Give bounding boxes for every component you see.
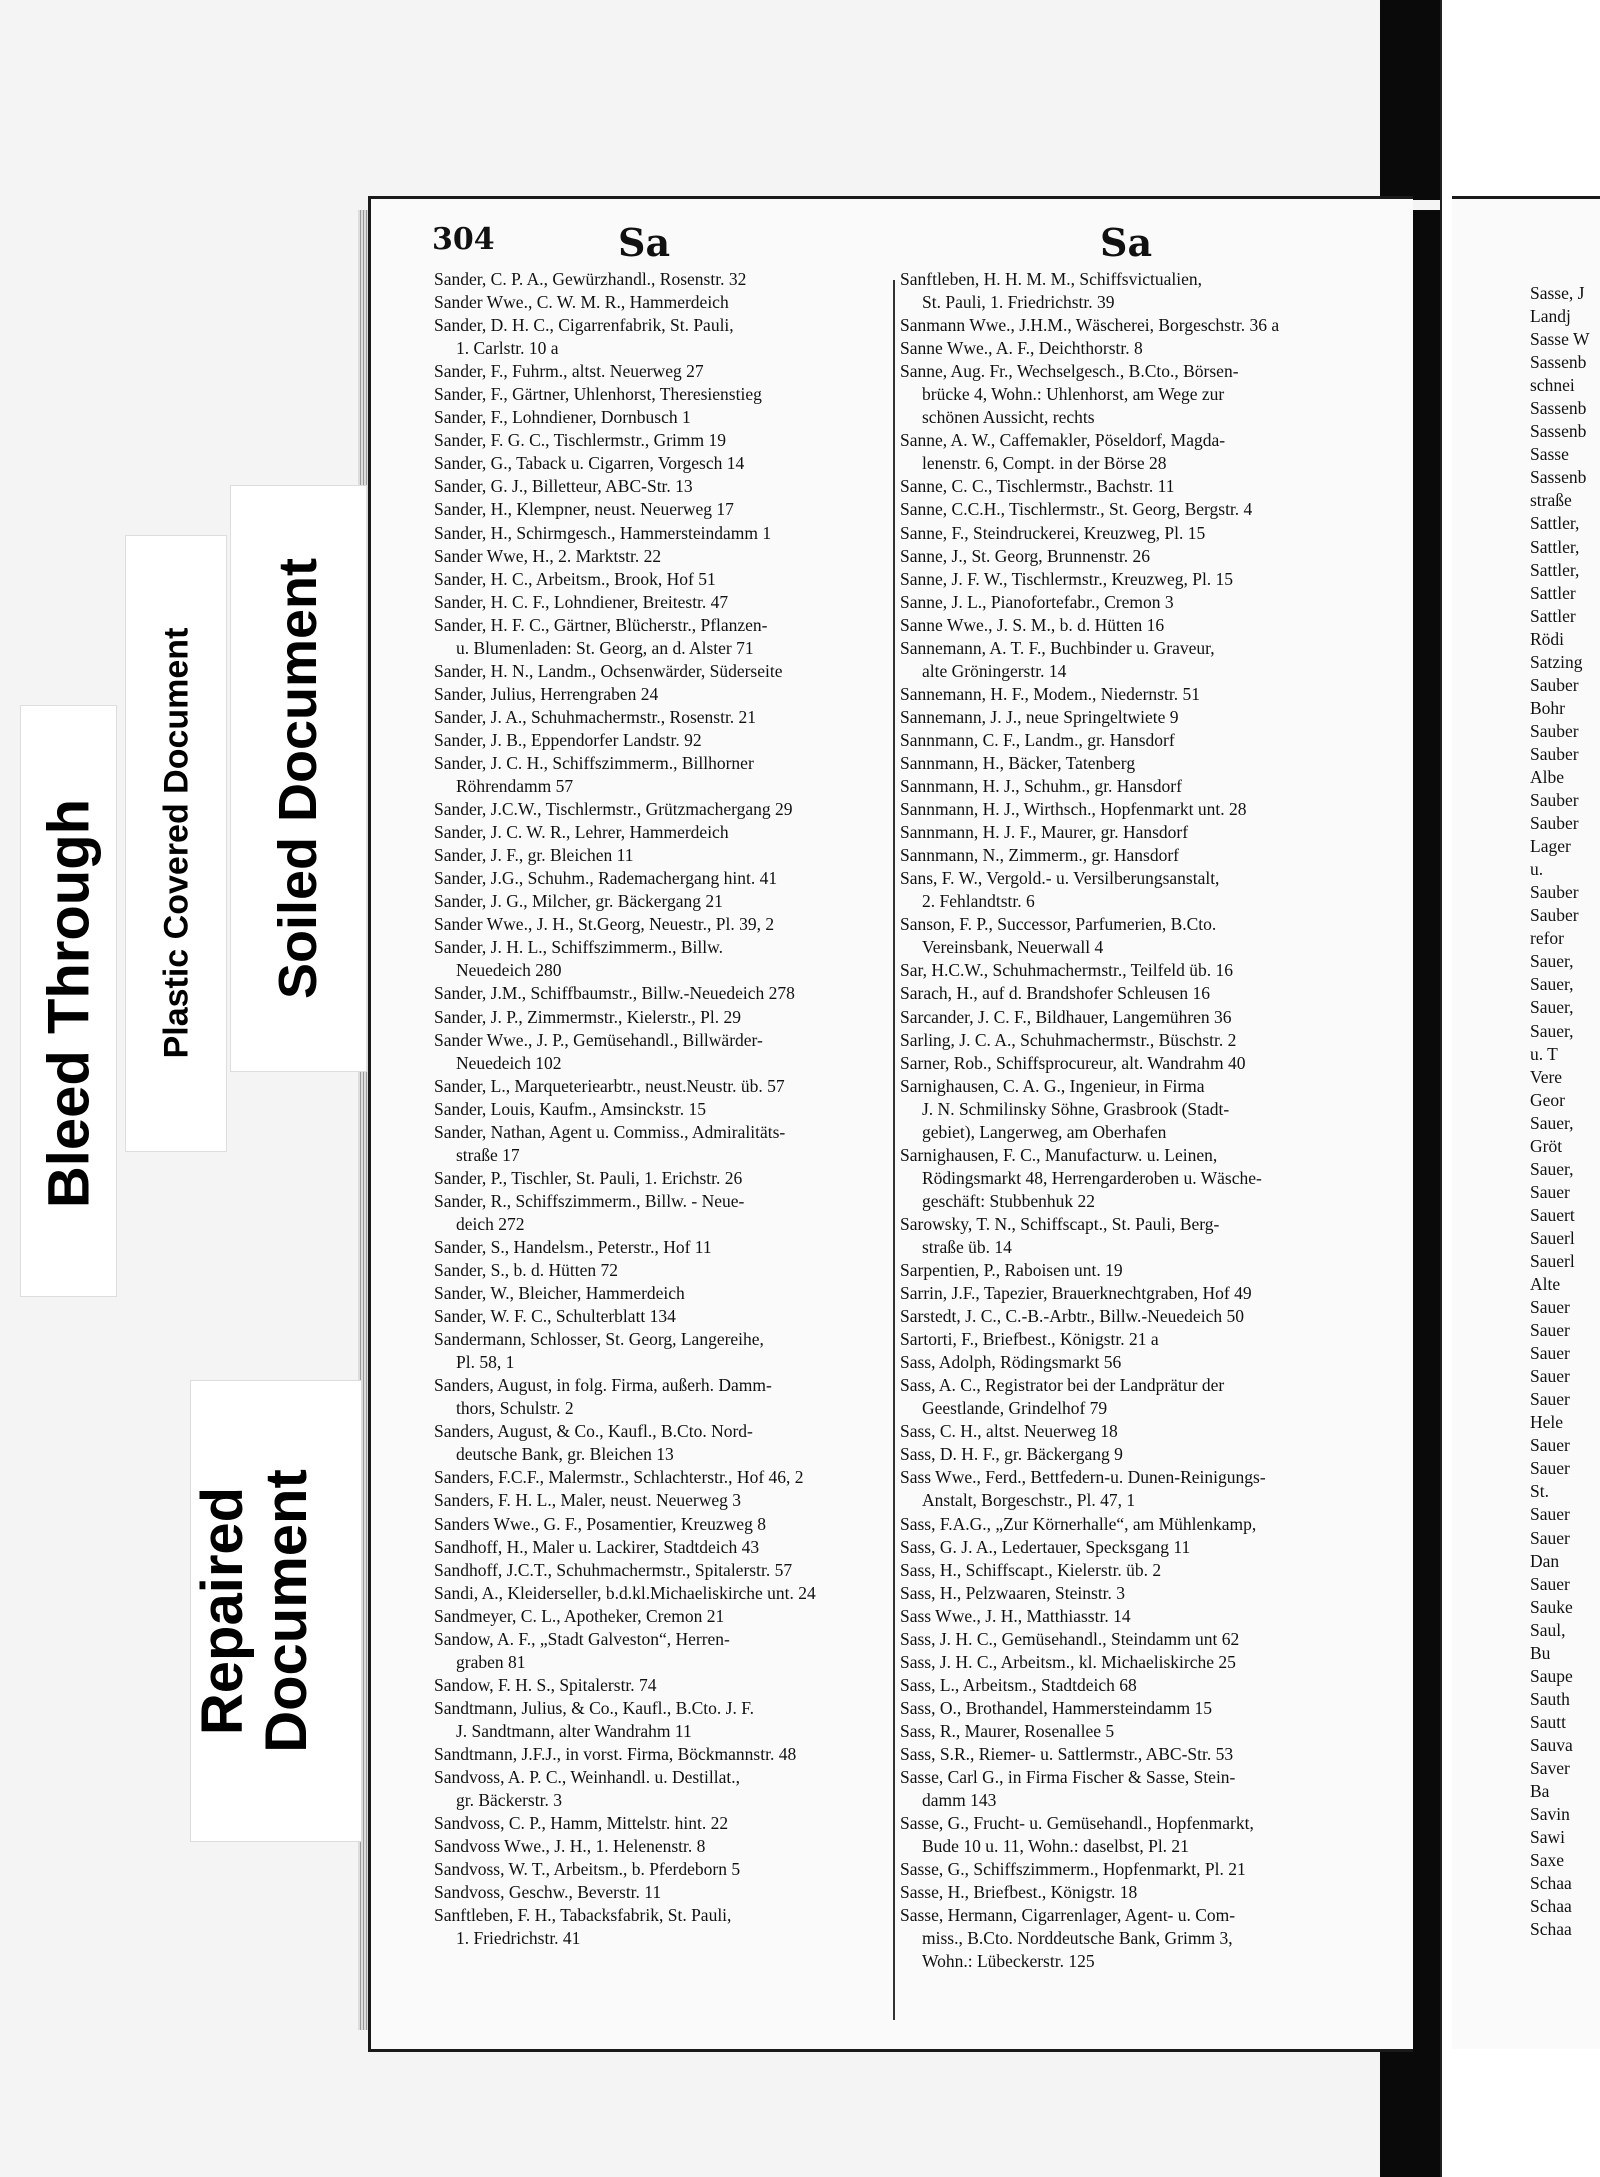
directory-entry-line: Sarling, J. C. A., Schuhmachermstr., Büschstr. 2: [900, 1029, 1237, 1050]
fragment-entry-line: straße: [1530, 490, 1572, 511]
directory-entry-line: Sass, R., Maurer, Rosenallee 5: [900, 1720, 1115, 1741]
directory-entry-line: Sasse, Carl G., in Firma Fischer & Sasse, Stein-: [900, 1767, 1236, 1788]
fragment-entry-line: Saupe: [1530, 1665, 1573, 1686]
directory-entry-line: Sass, H., Schiffscapt., Kielerstr. üb. 2: [900, 1559, 1162, 1580]
fragment-entry-line: St.: [1530, 1481, 1549, 1502]
directory-entry-line: Sander, H. N., Landm., Ochsenwärder, Süderseite: [434, 660, 783, 681]
fragment-entry-line: Ba: [1530, 1781, 1550, 1802]
fragment-entry-line: Sauer: [1530, 1343, 1570, 1364]
bleed-through-label-box: [20, 705, 117, 1297]
fragment-entry-line: Sawi: [1530, 1827, 1565, 1848]
fragment-entry-line: Schaa: [1530, 1919, 1572, 1940]
directory-entry-line: Sanne, C. C., Tischlermstr., Bachstr. 11: [900, 476, 1175, 497]
directory-entry-line: Sander, D. H. C., Cigarrenfabrik, St. Pauli,: [434, 315, 734, 336]
fragment-entry-line: Sauer,: [1530, 1158, 1574, 1179]
directory-entry-line: Sass, S.R., Riemer- u. Sattlermstr., ABC-Str. 53: [900, 1744, 1234, 1764]
directory-entry-line: Sannemann, H. F., Modem., Niedernstr. 51: [900, 683, 1200, 704]
fragment-entry-line: Sautt: [1530, 1711, 1566, 1732]
directory-entry-line: Sanders, August, in folg. Firma, außerh. Damm-: [434, 1375, 772, 1396]
directory-entry-line: damm 143: [922, 1790, 997, 1811]
directory-entry-line: Sander, C. P. A., Gewürzhandl., Rosenstr. 32: [434, 269, 747, 289]
directory-entry-line: Sanne Wwe., J. S. M., b. d. Hütten 16: [900, 614, 1165, 635]
directory-entry-line: Sasse, G., Schiffszimmerm., Hopfenmarkt, Pl. 21: [900, 1859, 1246, 1880]
directory-entry-line: Sander, P., Tischler, St. Pauli, 1. Erichstr. 26: [434, 1167, 743, 1188]
fragment-entry-line: Sauber: [1530, 882, 1579, 903]
fragment-entry-line: Vere: [1530, 1066, 1563, 1087]
directory-entry-line: Sass, O., Brothandel, Hammersteindamm 15: [900, 1697, 1213, 1718]
directory-entry-line: Sartorti, F., Briefbest., Königstr. 21 a: [900, 1329, 1159, 1350]
directory-entry-line: Sandvoss, W. T., Arbeitsm., b. Pferdeborn 5: [434, 1859, 741, 1880]
directory-entry-line: J. Sandtmann, alter Wandrahm 11: [456, 1720, 692, 1741]
fragment-entry-line: Sauber: [1530, 905, 1579, 926]
directory-entry-line: Sarstedt, J. C., C.-B.-Arbtr., Billw.-Neuedeich 50: [900, 1306, 1244, 1327]
fragment-entry-line: Sattler,: [1530, 536, 1580, 557]
directory-entry-line: Sanftleben, H. H. M. M., Schiffsvictualien,: [900, 269, 1202, 289]
fragment-entry-line: Bu: [1530, 1642, 1551, 1663]
directory-entry-line: gebiet), Langerweg, am Oberhafen: [922, 1121, 1167, 1142]
directory-entry-line: Sanders, August, & Co., Kaufl., B.Cto. Nord-: [434, 1421, 753, 1442]
left-column-heading: Sa: [618, 220, 671, 265]
directory-entry-line: Sander, S., Handelsm., Peterstr., Hof 11: [434, 1236, 712, 1257]
directory-entry-line: Geestlande, Grindelhof 79: [922, 1398, 1108, 1419]
directory-entry-line: Sanne, J. F. W., Tischlermstr., Kreuzweg, Pl. 15: [900, 568, 1234, 589]
page-number: 304: [432, 222, 495, 257]
directory-entry-line: J. N. Schmilinsky Söhne, Grasbrook (Stadt-: [922, 1098, 1230, 1119]
fragment-entry-line: Rödi: [1530, 628, 1565, 649]
directory-entry-line: 1. Friedrichstr. 41: [456, 1928, 581, 1949]
fragment-entry-line: Sassenb: [1530, 421, 1587, 442]
fragment-entry-line: Sauva: [1530, 1734, 1573, 1755]
directory-entry-line: straße üb. 14: [922, 1236, 1012, 1257]
directory-entry-line: Sandvoss Wwe., J. H., 1. Helenenstr. 8: [434, 1836, 706, 1857]
fragment-entry-line: Sattler: [1530, 605, 1576, 626]
directory-entry-line: Sander, H., Schirmgesch., Hammersteindamm 1: [434, 522, 772, 543]
directory-entry-line: Sanders, F. H. L., Maler, neust. Neuerweg 3: [434, 1490, 741, 1511]
directory-entry-line: Neuedeich 102: [456, 1052, 562, 1073]
directory-entry-line: Sander, F., Lohndiener, Dornbusch 1: [434, 407, 691, 428]
fragment-entry-line: Saxe: [1530, 1850, 1565, 1871]
fragment-entry-line: Sauerl: [1530, 1227, 1575, 1248]
directory-entry-line: Sasse, Hermann, Cigarrenlager, Agent- u. Com-: [900, 1905, 1236, 1926]
directory-entry-line: Sander, H. F. C., Gärtner, Blücherstr., Pflanzen-: [434, 614, 768, 635]
directory-entry-line: Sannmann, H., Bäcker, Tatenberg: [900, 752, 1136, 773]
fragment-entry-line: Lager: [1530, 836, 1571, 857]
directory-entry-line: Sander, H., Klempner, neust. Neuerweg 17: [434, 499, 734, 520]
directory-entry-line: Sannmann, H. J., Schuhm., gr. Hansdorf: [900, 776, 1182, 797]
fragment-entry-line: Satzing: [1530, 651, 1583, 672]
directory-entry-line: Sarcander, J. C. F., Bildhauer, Langemühren 36: [900, 1006, 1232, 1027]
directory-entry-line: Sass, G. J. A., Ledertauer, Specksgang 11: [900, 1536, 1191, 1557]
directory-entry-line: geschäft: Stubbenhuk 22: [922, 1190, 1096, 1211]
directory-entry-line: Sarrin, J.F., Tapezier, Brauerknechtgraben, Hof 49: [900, 1283, 1252, 1304]
directory-entry-line: Sander, Julius, Herrengraben 24: [434, 683, 659, 704]
directory-entry-line: miss., B.Cto. Norddeutsche Bank, Grimm 3,: [922, 1928, 1233, 1949]
directory-entry-line: Sanders, F.C.F., Malermstr., Schlachterstr., Hof 46, 2: [434, 1467, 804, 1488]
directory-entry-line: lenenstr. 6, Compt. in der Börse 28: [922, 453, 1167, 474]
directory-entry-line: Sander, J. F., gr. Bleichen 11: [434, 845, 634, 866]
fragment-entry-line: Sassenb: [1530, 467, 1587, 488]
fragment-entry-line: Sauer,: [1530, 997, 1574, 1018]
directory-entry-line: Sanftleben, F. H., Tabacksfabrik, St. Pauli,: [434, 1905, 732, 1926]
directory-entry-line: 2. Fehlandtstr. 6: [922, 891, 1035, 912]
directory-entry-line: gr. Bäckerstr. 3: [456, 1790, 562, 1811]
directory-entry-line: Sass, H., Pelzwaaren, Steinstr. 3: [900, 1582, 1126, 1603]
fragment-entry-line: Saver: [1530, 1758, 1570, 1778]
repaired-label: [191, 1381, 361, 1841]
fragment-entry-line: Schaa: [1530, 1896, 1572, 1917]
fragment-entry-line: Sattler,: [1530, 559, 1580, 580]
directory-entry-line: Sander, J. C. W. R., Lehrer, Hammerdeich: [434, 822, 729, 843]
directory-entry-line: Sannemann, J. J., neue Springeltwiete 9: [900, 706, 1179, 727]
directory-entry-line: Sannmann, H. J., Wirthsch., Hopfenmarkt unt. 28: [900, 799, 1247, 820]
directory-entry-line: Sanne, C.C.H., Tischlermstr., St. Georg, Bergstr. 4: [900, 499, 1253, 520]
fragment-entry-line: Dan: [1530, 1550, 1560, 1571]
directory-entry-line: Vereinsbank, Neuerwall 4: [922, 937, 1104, 958]
directory-entry-line: Sander, H. C. F., Lohndiener, Breitestr. 47: [434, 591, 729, 612]
directory-entry-line: Sass, L., Arbeitsm., Stadtdeich 68: [900, 1674, 1137, 1695]
directory-entry-line: Sass, D. H. F., gr. Bäckergang 9: [900, 1444, 1123, 1465]
fragment-entry-line: Sauer: [1530, 1181, 1570, 1202]
fragment-entry-line: Sassenb: [1530, 352, 1587, 373]
directory-entry-line: Sanne, Aug. Fr., Wechselgesch., B.Cto., Börsen-: [900, 361, 1239, 382]
directory-entry-line: St. Pauli, 1. Friedrichstr. 39: [922, 292, 1115, 313]
soiled-label: Soiled Document: [268, 557, 328, 1000]
directory-entry-line: Sass, Adolph, Rödingsmarkt 56: [900, 1352, 1122, 1373]
fragment-entry-line: u.: [1530, 859, 1544, 880]
directory-entry-line: Sander, L., Marqueteriearbtr., neust.Neustr. üb. 57: [434, 1075, 785, 1096]
directory-entry-line: Sarnighausen, C. A. G., Ingenieur, in Firma: [900, 1075, 1205, 1096]
fragment-entry-line: Saul,: [1530, 1619, 1566, 1640]
directory-entry-line: Sarnighausen, F. C., Manufacturw. u. Leinen,: [900, 1144, 1218, 1165]
directory-entry-line: Sanson, F. P., Successor, Parfumerien, B.Cto.: [900, 914, 1217, 935]
directory-entry-line: Sander, J. C. H., Schiffszimmerm., Billhorner: [434, 752, 754, 773]
directory-entry-line: Sannmann, C. F., Landm., gr. Hansdorf: [900, 729, 1175, 750]
fragment-entry-line: Sauth: [1530, 1688, 1570, 1709]
fragment-entry-line: Alte: [1530, 1274, 1561, 1295]
fragment-entry-line: Sauber: [1530, 790, 1579, 811]
directory-entry-line: Wohn.: Lübeckerstr. 125: [922, 1951, 1095, 1972]
directory-entry-line: u. Blumenladen: St. Georg, an d. Alster 71: [456, 637, 754, 658]
fragment-entry-line: Sauer,: [1530, 1020, 1574, 1041]
fragment-entry-line: Sassenb: [1530, 398, 1587, 419]
fragment-entry-line: Sasse, J: [1530, 283, 1585, 303]
left-directory-column: [434, 268, 890, 1950]
fragment-entry-line: Sauert: [1530, 1204, 1575, 1225]
directory-entry-line: Sander, J. A., Schuhmachermstr., Rosenstr. 21: [434, 706, 757, 727]
directory-entry-line: Sander, J.G., Schuhm., Rademachergang hint. 41: [434, 868, 778, 889]
fragment-entry-line: Hele: [1530, 1412, 1564, 1433]
directory-entry-line: Sander, W. F. C., Schulterblatt 134: [434, 1306, 676, 1327]
fragment-entry-line: Sasse: [1530, 444, 1569, 465]
directory-entry-line: Sass, C. H., altst. Neuerweg 18: [900, 1421, 1118, 1442]
fragment-entry-line: Sauer: [1530, 1389, 1570, 1410]
plastic-covered-label: Plastic Covered Document: [157, 627, 196, 1059]
soiled-label-box: [230, 485, 367, 1072]
fragment-entry-line: Sauer: [1530, 1366, 1570, 1387]
directory-entry-line: Sass, A. C., Registrator bei der Landprätur der: [900, 1375, 1225, 1396]
directory-entry-line: Sander Wwe., J. P., Gemüsehandl., Billwärder-: [434, 1029, 763, 1050]
directory-entry-line: Sarach, H., auf d. Brandshofer Schleusen 16: [900, 983, 1211, 1004]
directory-entry-line: Sandhoff, J.C.T., Schuhmachermstr., Spitalerstr. 57: [434, 1559, 793, 1580]
fragment-entry-line: Sauber: [1530, 674, 1579, 695]
directory-entry-line: Sandvoss, A. P. C., Weinhandl. u. Destillat.,: [434, 1767, 740, 1788]
repaired-label-line1: Repaired: [190, 1486, 255, 1736]
directory-entry-line: Sandi, A., Kleiderseller, b.d.kl.Michaeliskirche unt. 24: [434, 1582, 816, 1603]
fragment-entry-line: Sauber: [1530, 720, 1579, 741]
directory-entry-line: Anstalt, Borgeschstr., Pl. 47, 1: [922, 1490, 1136, 1511]
directory-entry-line: Sander, J. P., Zimmermstr., Kielerstr., Pl. 29: [434, 1006, 741, 1027]
fragment-entry-line: Sauer,: [1530, 974, 1574, 995]
directory-entry-line: Sander, Nathan, Agent u. Commiss., Admiralitäts-: [434, 1121, 786, 1142]
directory-entry-line: Sandermann, Schlosser, St. Georg, Langereihe,: [434, 1329, 764, 1350]
directory-entry-line: Sanne Wwe., A. F., Deichthorstr. 8: [900, 338, 1143, 359]
fragment-entry-line: Sauer: [1530, 1458, 1570, 1479]
directory-entry-line: Sander, J.C.W., Tischlermstr., Grützmachergang 29: [434, 799, 793, 820]
fragment-entry-line: Bohr: [1530, 697, 1565, 718]
right-column-heading: Sa: [1100, 220, 1153, 265]
fragment-entry-line: Albe: [1530, 766, 1565, 787]
directory-entry-line: Rödingsmarkt 48, Herrengarderoben u. Wäsche-: [922, 1167, 1262, 1188]
directory-entry-line: deich 272: [456, 1213, 525, 1234]
directory-entry-line: Sandow, A. F., „Stadt Galveston“, Herren-: [434, 1628, 730, 1649]
fragment-entry-line: Sauer: [1530, 1435, 1570, 1456]
directory-entry-line: Sass, F.A.G., „Zur Körnerhalle“, am Mühlenkamp,: [900, 1513, 1257, 1534]
directory-entry-line: Sander Wwe., J. H., St.Georg, Neuestr., Pl. 39, 2: [434, 914, 775, 935]
directory-entry-line: Sandmeyer, C. L., Apotheker, Cremon 21: [434, 1605, 725, 1626]
directory-entry-line: schönen Aussicht, rechts: [922, 407, 1095, 428]
directory-entry-line: Sanne, J. L., Pianofortefabr., Cremon 3: [900, 591, 1174, 612]
directory-entry-line: Sander, S., b. d. Hütten 72: [434, 1260, 619, 1281]
fragment-entry-line: Sattler: [1530, 582, 1576, 603]
fragment-entry-line: Sauer: [1530, 1504, 1570, 1525]
directory-entry-line: Sanne, J., St. Georg, Brunnenstr. 26: [900, 545, 1151, 566]
directory-entry-line: Sandvoss, Geschw., Beverstr. 11: [434, 1882, 662, 1903]
fragment-entry-line: Sauer: [1530, 1297, 1570, 1318]
directory-entry-line: Sander, F., Gärtner, Uhlenhorst, Theresienstieg: [434, 384, 762, 405]
directory-entry-line: Bude 10 u. 11, Wohn.: daselbst, Pl. 21: [922, 1836, 1189, 1857]
fragment-entry-line: refor: [1530, 928, 1565, 949]
directory-entry-line: thors, Schulstr. 2: [456, 1398, 574, 1419]
directory-entry-line: Sander, J. H. L., Schiffszimmerm., Billw.: [434, 937, 723, 958]
fragment-entry-line: Sauer: [1530, 1527, 1570, 1548]
fragment-entry-line: Sauber: [1530, 743, 1579, 764]
fragment-entry-line: Sauerl: [1530, 1250, 1575, 1271]
directory-entry-line: Sarner, Rob., Schiffsprocureur, alt. Wandrahm 40: [900, 1052, 1246, 1073]
directory-entry-line: Sandow, F. H. S., Spitalerstr. 74: [434, 1674, 657, 1695]
next-page-column-fragments: [1530, 282, 1600, 1941]
directory-entry-line: Sanne, F., Steindruckerei, Kreuzweg, Pl. 15: [900, 522, 1206, 543]
directory-entry-line: Sannemann, A. T. F., Buchbinder u. Graveur,: [900, 637, 1215, 658]
directory-entry-line: Sarpentien, P., Raboisen unt. 19: [900, 1260, 1123, 1281]
directory-entry-line: Sander, Louis, Kaufm., Amsinckstr. 15: [434, 1098, 706, 1119]
fragment-entry-line: Gröt: [1530, 1135, 1563, 1156]
directory-entry-line: Sander, H. C., Arbeitsm., Brook, Hof 51: [434, 568, 716, 589]
directory-entry-line: Sass, J. H. C., Arbeitsm., kl. Michaeliskirche 25: [900, 1651, 1236, 1672]
bleed-through-label: Bleed Through: [36, 798, 102, 1209]
fragment-entry-line: Sasse W: [1530, 329, 1590, 350]
directory-entry-line: alte Gröningerstr. 14: [922, 660, 1067, 681]
directory-entry-line: Sass Wwe., Ferd., Bettfedern-u. Dunen-Reinigungs-: [900, 1467, 1266, 1488]
directory-entry-line: straße 17: [456, 1144, 520, 1165]
fragment-entry-line: Sauer: [1530, 1320, 1570, 1341]
column-divider: [893, 280, 895, 2020]
directory-entry-line: Sanders Wwe., G. F., Posamentier, Kreuzweg 8: [434, 1513, 766, 1534]
fragment-entry-line: Sauke: [1530, 1596, 1573, 1617]
directory-entry-line: Sanmann Wwe., J.H.M., Wäscherei, Borgeschstr. 36 a: [900, 315, 1280, 336]
fragment-entry-line: Sauer,: [1530, 951, 1574, 972]
directory-entry-line: Sannmann, H. J. F., Maurer, gr. Hansdorf: [900, 822, 1189, 843]
directory-entry-line: Sander, G. J., Billetteur, ABC-Str. 13: [434, 476, 693, 497]
directory-entry-line: Sanne, A. W., Caffemakler, Pöseldorf, Magda-: [900, 430, 1226, 451]
directory-entry-line: Sander, F., Fuhrm., altst. Neuerweg 27: [434, 361, 704, 382]
directory-entry-line: Pl. 58, 1: [456, 1352, 515, 1373]
directory-entry-line: deutsche Bank, gr. Bleichen 13: [456, 1444, 674, 1465]
directory-entry-line: Sander, W., Bleicher, Hammerdeich: [434, 1283, 685, 1304]
directory-entry-line: Sarowsky, T. N., Schiffscapt., St. Pauli, Berg-: [900, 1213, 1220, 1234]
directory-entry-line: Sander Wwe, H., 2. Marktstr. 22: [434, 545, 662, 566]
directory-entry-line: Sannmann, N., Zimmerm., gr. Hansdorf: [900, 845, 1179, 866]
directory-entry-line: Sandhoff, H., Maler u. Lackirer, Stadtdeich 43: [434, 1536, 760, 1557]
directory-entry-line: Sar, H.C.W., Schuhmachermstr., Teilfeld üb. 16: [900, 960, 1233, 981]
plastic-covered-label-box: [125, 535, 227, 1152]
fragment-entry-line: u. T: [1530, 1043, 1558, 1064]
fragment-entry-line: Schaa: [1530, 1873, 1572, 1894]
directory-entry-line: graben 81: [456, 1651, 526, 1672]
directory-entry-line: 1. Carlstr. 10 a: [456, 338, 559, 359]
directory-entry-line: Sander Wwe., C. W. M. R., Hammerdeich: [434, 292, 729, 313]
directory-entry-line: Sans, F. W., Vergold.- u. Versilberungsanstalt,: [900, 868, 1220, 889]
middle-directory-column: [900, 268, 1358, 1973]
directory-entry-line: Sandvoss, C. P., Hamm, Mittelstr. hint. 22: [434, 1813, 729, 1834]
directory-entry-line: Sander, G., Taback u. Cigarren, Vorgesch 14: [434, 453, 745, 474]
fragment-entry-line: Geor: [1530, 1089, 1565, 1110]
fragment-entry-line: Sauber: [1530, 813, 1579, 834]
fragment-entry-line: Landj: [1530, 306, 1571, 327]
directory-entry-line: Sass Wwe., J. H., Matthiasstr. 14: [900, 1605, 1131, 1626]
directory-entry-line: brücke 4, Wohn.: Uhlenhorst, am Wege zur: [922, 384, 1225, 405]
fragment-entry-line: Savin: [1530, 1804, 1570, 1825]
directory-entry-line: Sasse, G., Frucht- u. Gemüsehandl., Hopfenmarkt,: [900, 1813, 1254, 1834]
fragment-entry-line: Sauer: [1530, 1573, 1570, 1594]
directory-entry-line: Sandtmann, J.F.J., in vorst. Firma, Böckmannstr. 48: [434, 1744, 797, 1764]
directory-entry-line: Sasse, H., Briefbest., Königstr. 18: [900, 1882, 1138, 1903]
fragment-entry-line: schnei: [1530, 375, 1575, 396]
directory-entry-line: Sander, J.M., Schiffbaumstr., Billw.-Neuedeich 278: [434, 983, 795, 1004]
directory-entry-line: Sandtmann, Julius, & Co., Kaufl., B.Cto. J. F.: [434, 1697, 754, 1718]
fragment-entry-line: Sauer,: [1530, 1112, 1574, 1133]
repaired-label-line2: Document: [253, 1469, 319, 1753]
directory-entry-line: Sass, J. H. C., Gemüsehandl., Steindamm unt 62: [900, 1628, 1240, 1649]
directory-entry-line: Neuedeich 280: [456, 960, 562, 981]
directory-entry-line: Sander, R., Schiffszimmerm., Billw. - Neue-: [434, 1190, 745, 1211]
directory-entry-line: Sander, J. G., Milcher, gr. Bäckergang 21: [434, 891, 723, 912]
fragment-entry-line: Sattler,: [1530, 513, 1580, 534]
directory-entry-line: Sander, J. B., Eppendorfer Landstr. 92: [434, 729, 702, 750]
repaired-label-box: [190, 1380, 362, 1842]
directory-entry-line: Röhrendamm 57: [456, 776, 574, 797]
directory-entry-line: Sander, F. G. C., Tischlermstr., Grimm 19: [434, 430, 727, 451]
